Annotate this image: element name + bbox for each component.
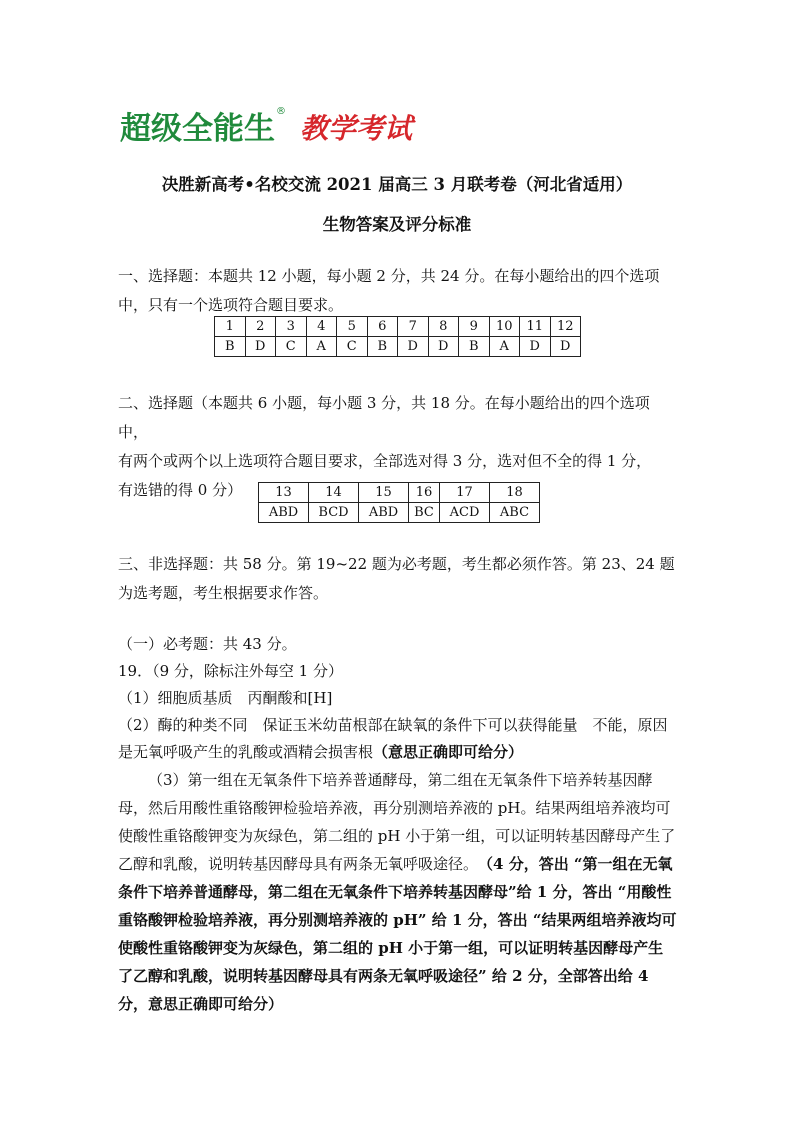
section-2-line-3: 有选错的得 0 分）	[118, 481, 243, 499]
answer-cell: C	[276, 337, 307, 357]
question-number-row	[259, 483, 540, 503]
section-2-line-2: 有两个或两个以上选项符合题目要求，全部选对得 3 分，选对但不全的得 1 分，	[118, 452, 652, 470]
answer-cell: ABD	[259, 503, 309, 523]
section-2-line-1: 二、选择题（本题共 6 小题，每小题 3 分，共 18 分。在每小题给出的四个选项中，	[118, 394, 650, 441]
q-number: 6	[367, 317, 398, 337]
q-number: 4	[306, 317, 337, 337]
section-1-line-1: 一、选择题：本题共 12 小题，每小题 2 分，共 24 分。在每小题给出的四个选项	[118, 267, 660, 285]
q-number: 3	[276, 317, 307, 337]
answer-cell: D	[245, 337, 276, 357]
document-title: 决胜新高考•名校交流 2021 届高三 3 月联考卷（河北省适用）	[161, 175, 633, 194]
answer-cell: B	[367, 337, 398, 357]
q19-answer-1: （1）细胞质基质 丙酮酸和[H]	[118, 689, 333, 707]
answer-cell: ABC	[490, 503, 540, 523]
q-number: 14	[309, 483, 359, 503]
q19-answer-2	[118, 712, 678, 766]
q-number: 10	[489, 317, 520, 337]
logo-brand-text: 超级全能生	[120, 111, 275, 147]
q-number: 12	[550, 317, 581, 337]
answer-cell: BC	[409, 503, 440, 523]
question-number-row	[215, 317, 581, 337]
q-number: 16	[409, 483, 440, 503]
answer-cell: B	[215, 337, 246, 357]
question-19-block	[118, 631, 678, 1018]
section-3-instructions	[118, 550, 678, 608]
brand-logo	[120, 104, 412, 148]
section-1-line-2: 中，只有一个选项符合题目要求。	[118, 296, 344, 314]
answer-table-2	[258, 482, 540, 523]
document-subtitle: 生物答案及评分标准	[322, 215, 472, 234]
answer-cell: C	[337, 337, 368, 357]
answer-cell: A	[306, 337, 337, 357]
part-1-header: （一）必考题：共 43 分。	[118, 635, 297, 653]
q-number: 7	[398, 317, 429, 337]
q19-header: 19．（9 分，除标注外每空 1 分）	[118, 662, 343, 680]
answer-cell: D	[550, 337, 581, 357]
answer-cell: ABD	[359, 503, 409, 523]
section-3-line-2: 为选考题，考生根据要求作答。	[118, 584, 329, 602]
q-number: 9	[459, 317, 490, 337]
answer-cell: ACD	[440, 503, 490, 523]
q-number: 18	[490, 483, 540, 503]
answer-row	[215, 337, 581, 357]
q-number: 5	[337, 317, 368, 337]
answer-cell: BCD	[309, 503, 359, 523]
section-3-line-1: 三、非选择题：共 58 分。第 19~22 题为必考题，考生都必须作答。第 23、24 题	[118, 555, 675, 573]
q-number: 2	[245, 317, 276, 337]
q19-answer-2-text: （2）酶的种类不同 保证玉米幼苗根部在缺氧的条件下可以获得能量 不能，原因是无氧呼吸产生的乳酸或酒精会损害根	[118, 716, 668, 761]
q19-answer-3-text: （3）第一组在无氧条件下培养普通酵母，第二组在无氧条件下培养转基因酵母，然后用酸性重铬酸钾检验培养液，再分别测培养液的 pH。结果两组培养液均可使酸性重铬酸钾变为灰绿色，第二组的 pH 小于第一组，可以证明转基因酵母产生了乙醇和乳酸，说明转基因酵母具有两条无氧呼吸途径。	[118, 771, 676, 873]
q19-answer-3	[118, 766, 678, 1018]
answer-cell: D	[428, 337, 459, 357]
answer-cell: D	[520, 337, 551, 357]
answer-row	[259, 503, 540, 523]
answer-cell: D	[398, 337, 429, 357]
registered-mark: ®	[276, 106, 286, 117]
answer-cell: A	[489, 337, 520, 357]
answer-table-1	[214, 316, 581, 357]
q-number: 11	[520, 317, 551, 337]
q19-answer-2-note: （意思正确即可给分）	[373, 743, 524, 761]
logo-subtitle: 教学考试	[300, 112, 413, 145]
section-1-instructions	[118, 262, 678, 320]
q-number: 8	[428, 317, 459, 337]
q-number: 1	[215, 317, 246, 337]
q-number: 13	[259, 483, 309, 503]
q-number: 17	[440, 483, 490, 503]
q19-answer-3-note: （4 分，答出 “第一组在无氧条件下培养普通酵母，第二组在无氧条件下培养转基因酵母”给 1 分，答出 “用酸性重铬酸钾检验培养液，再分别测培养液的 pH” 给 1 分，答出 “结果两组培养液均可使酸性重铬酸钾变为灰绿色，第二组的 pH 小于第一组，可以证明转基因酵母产生了乙醇和乳酸，说明转基因酵母具有两条无氧呼吸途径” 给 2 分，全部答出给 4 分，意思正确即可给分）	[118, 855, 677, 1013]
answer-cell: B	[459, 337, 490, 357]
q-number: 15	[359, 483, 409, 503]
